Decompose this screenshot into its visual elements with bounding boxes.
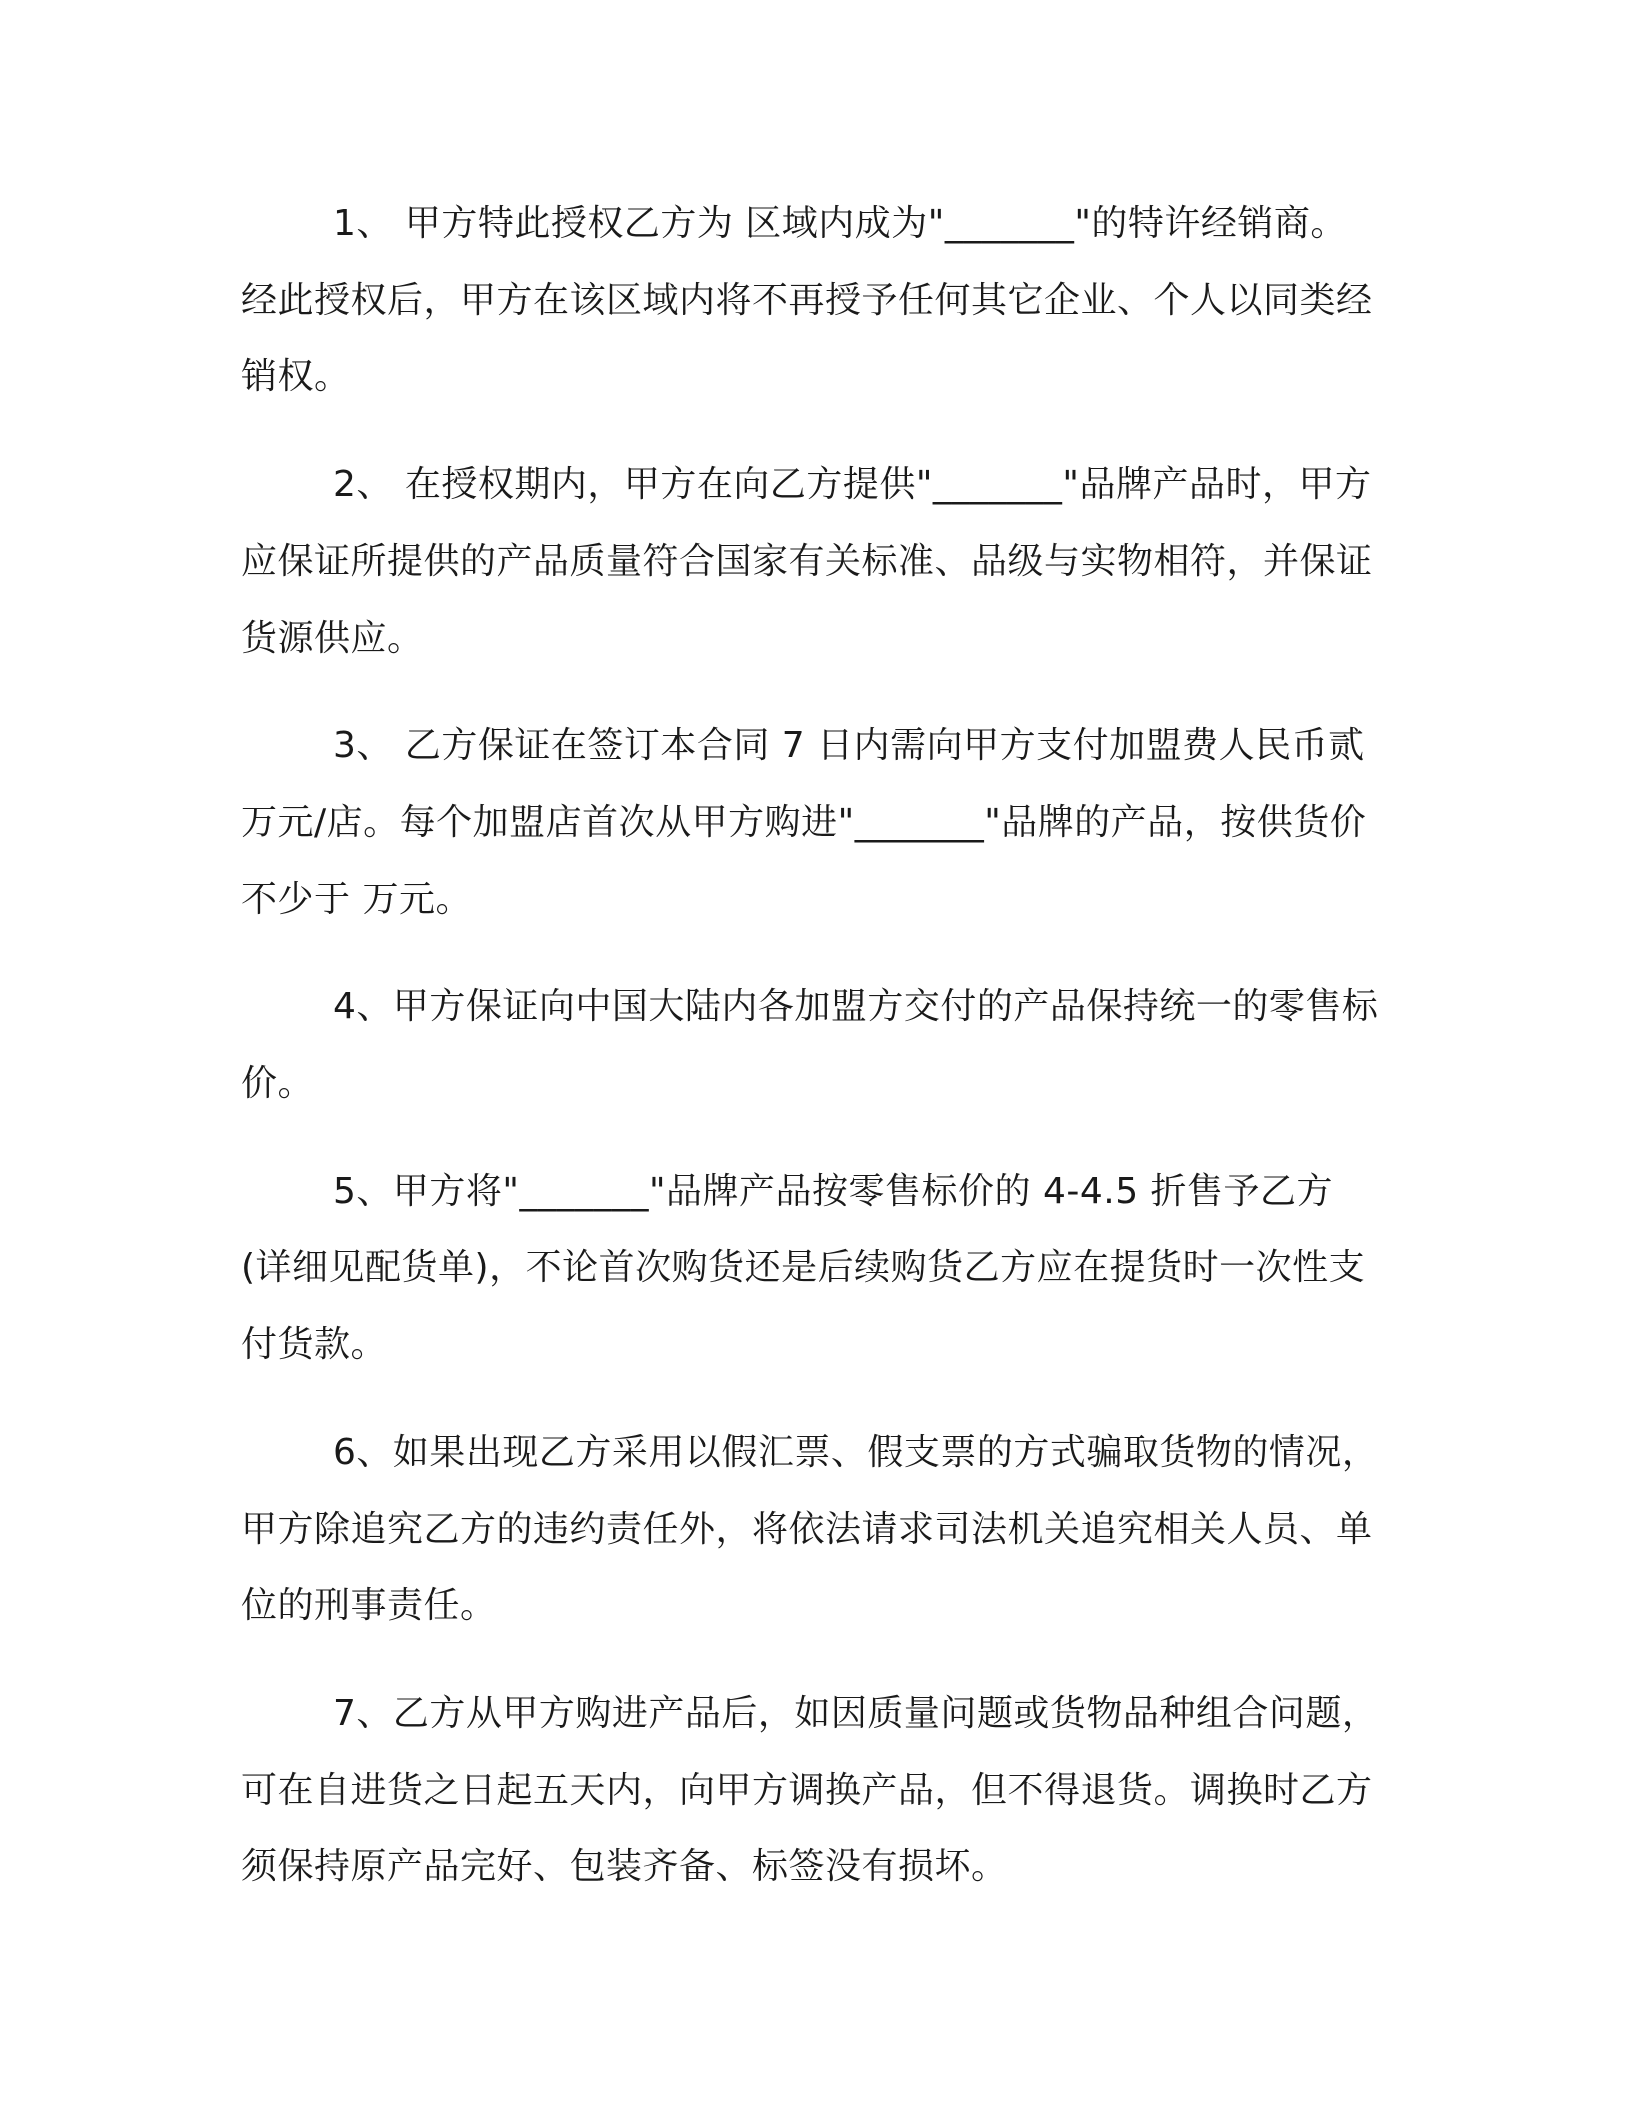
clause-5: 5、甲方将"_______"品牌产品按零售标价的 4-4.5 折售予乙方(详细见配货单)，不论首次购货还是后续购货乙方应在提货时一次性支付货款。 — [241, 1170, 1366, 1366]
clause-7: 7、乙方从甲方购进产品后，如因质量问题或货物品种组合问题，可在自进货之日起五天内，向甲方调换产品，但不得退货。调换时乙方须保持原产品完好、包装齐备、标签没有损坏。 — [241, 1692, 1379, 1888]
clause-4: 4、甲方保证向中国大陆内各加盟方交付的产品保持统一的零售标价。 — [241, 986, 1379, 1105]
clause-1: 1、 甲方特此授权乙方为 区域内成为"_______"的特许经销商。经此授权后，甲方在该区域内将不再授予任何其它企业、个人以同类经销权。 — [241, 203, 1373, 398]
contract-body — [241, 186, 1381, 1906]
clause-2: 2、 在授权期内，甲方在向乙方提供"_______"品牌产品时，甲方应保证所提供的产品质量符合国家有关标准、品级与实物相符，并保证货源供应。 — [241, 464, 1373, 659]
clause-6: 6、如果出现乙方采用以假汇票、假支票的方式骗取货物的情况，甲方除追究乙方的违约责任外，将依法请求司法机关追究相关人员、单位的刑事责任。 — [241, 1431, 1379, 1627]
clause-3: 3、 乙方保证在签订本合同 7 日内需向甲方支付加盟费人民币贰万元/店。每个加盟店首次从甲方购进"_______"品牌的产品，按供货价不少于 万元。 — [241, 725, 1367, 920]
